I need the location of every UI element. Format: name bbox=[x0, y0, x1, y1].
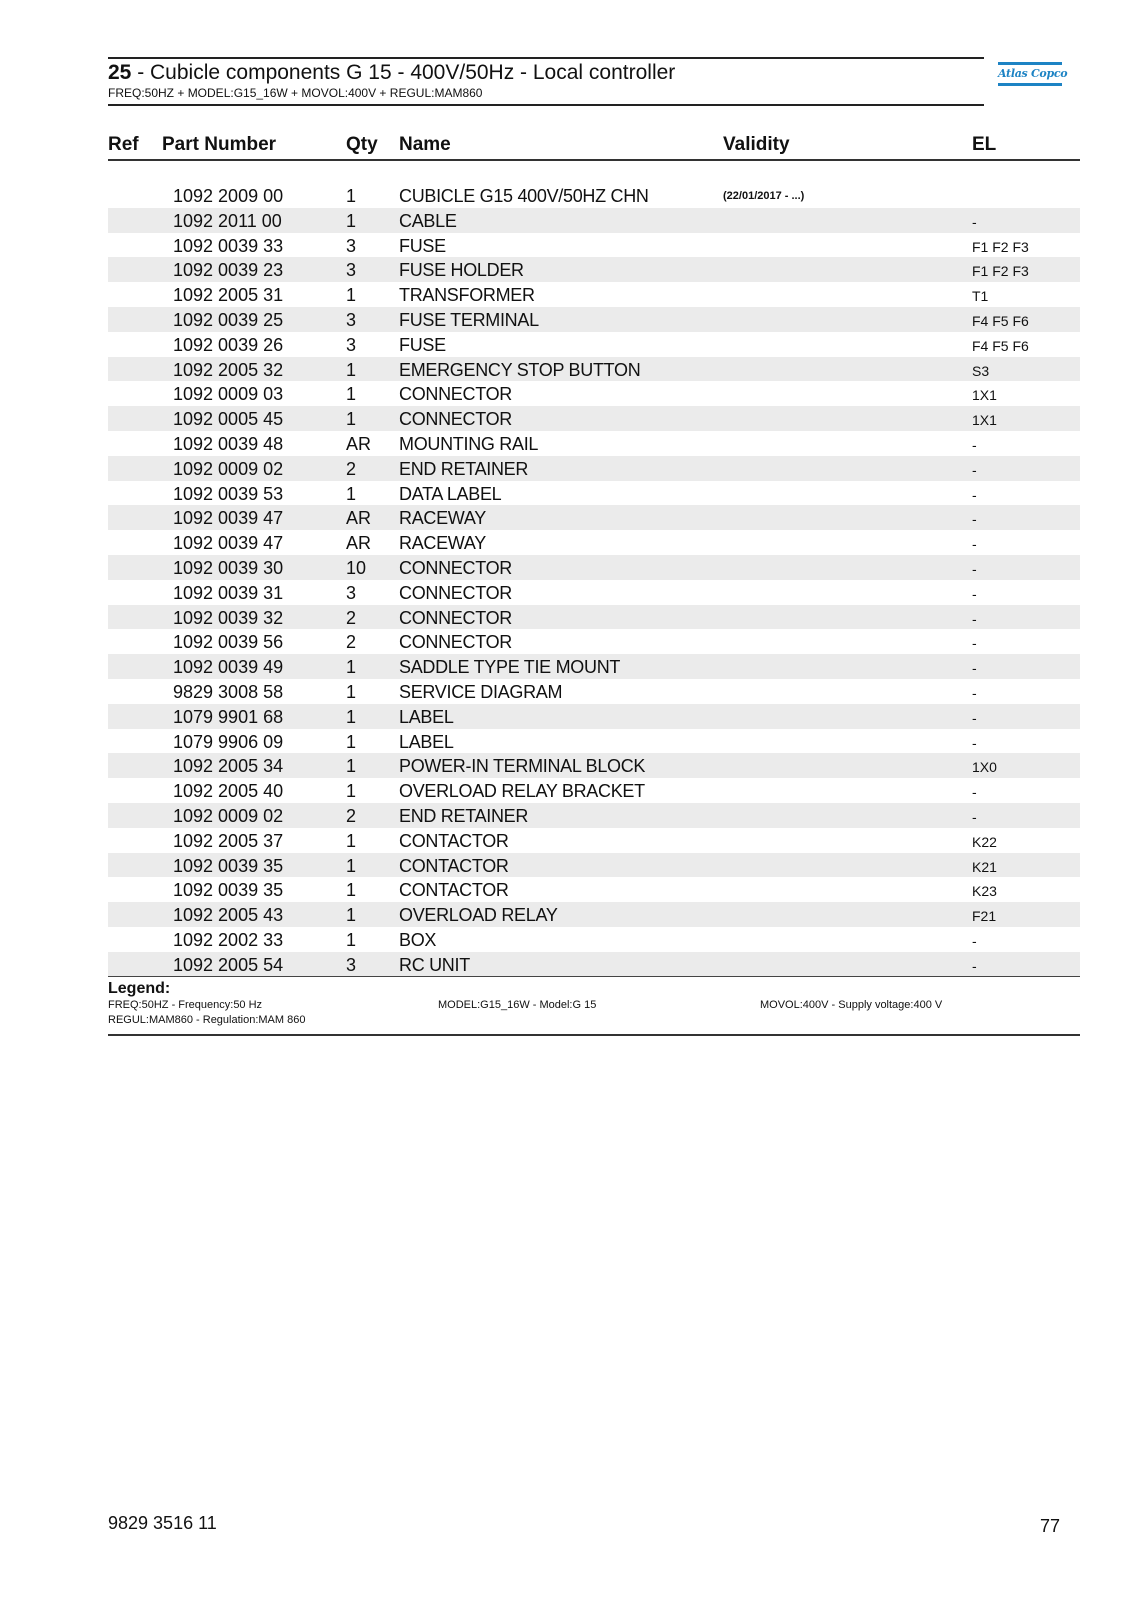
name-cell: EMERGENCY STOP BUTTON bbox=[399, 359, 641, 380]
el-cell: - bbox=[972, 957, 977, 974]
table-row bbox=[108, 729, 1080, 754]
qty-cell: 2 bbox=[346, 805, 357, 826]
validity-cell: (22/01/2017 - ...) bbox=[723, 190, 805, 202]
part-number-cell: 1092 0039 35 bbox=[173, 880, 284, 901]
table-row bbox=[108, 778, 1080, 803]
name-cell: CONNECTOR bbox=[399, 384, 512, 405]
el-cell: F21 bbox=[972, 908, 997, 925]
logo-top-bar bbox=[998, 62, 1062, 65]
part-number-cell: 1092 0039 33 bbox=[173, 235, 284, 256]
qty-cell: 1 bbox=[346, 830, 357, 851]
part-number-cell: 1092 2009 00 bbox=[173, 186, 284, 206]
part-number-cell: 1092 0009 03 bbox=[173, 384, 284, 405]
legend-movol: MOVOL:400V - Supply voltage:400 V bbox=[760, 999, 943, 1011]
page-title bbox=[108, 61, 984, 85]
table-row bbox=[108, 580, 1080, 605]
table-row bbox=[108, 307, 1080, 332]
table-row bbox=[108, 456, 1080, 481]
qty-cell: 1 bbox=[346, 929, 357, 950]
el-cell: K22 bbox=[972, 833, 997, 850]
parts-table bbox=[108, 131, 1080, 977]
table-row bbox=[108, 555, 1080, 580]
el-cell: - bbox=[972, 436, 977, 453]
table-header bbox=[108, 131, 1080, 161]
name-cell: BOX bbox=[399, 929, 437, 950]
part-number-cell: 1092 0039 56 bbox=[173, 632, 284, 653]
el-cell: - bbox=[972, 684, 977, 701]
qty-cell: 2 bbox=[346, 607, 357, 628]
table-row bbox=[108, 877, 1080, 902]
el-cell: - bbox=[972, 932, 977, 949]
name-cell: TRANSFORMER bbox=[399, 285, 535, 306]
name-cell: CONNECTOR bbox=[399, 607, 512, 628]
table-row bbox=[108, 357, 1080, 382]
part-number-cell: 1092 0039 31 bbox=[173, 582, 284, 603]
legend-regul: REGUL:MAM860 - Regulation:MAM 860 bbox=[108, 1014, 306, 1026]
el-cell: F4 F5 F6 bbox=[972, 337, 1029, 354]
part-number-cell: 1092 2005 34 bbox=[173, 756, 284, 777]
part-number-cell: 1092 0005 45 bbox=[173, 409, 284, 430]
qty-cell: 3 bbox=[346, 235, 357, 256]
qty-cell: 1 bbox=[346, 657, 357, 678]
name-cell: LABEL bbox=[399, 706, 454, 727]
col-validity: Validity bbox=[723, 134, 790, 155]
logo-text: Atlas Copco bbox=[998, 67, 1068, 80]
legend-model: MODEL:G15_16W - Model:G 15 bbox=[438, 999, 597, 1011]
page-number: 77 bbox=[1040, 1516, 1061, 1536]
name-cell: DATA LABEL bbox=[399, 483, 502, 504]
table-row bbox=[108, 431, 1080, 456]
table-row bbox=[108, 679, 1080, 704]
qty-cell: 1 bbox=[346, 756, 357, 777]
table-row bbox=[108, 605, 1080, 630]
part-number-cell: 1092 0039 32 bbox=[173, 607, 284, 628]
document-number: 9829 3516 11 bbox=[108, 1513, 217, 1533]
table-row bbox=[108, 654, 1080, 679]
name-cell: RACEWAY bbox=[399, 533, 486, 554]
qty-cell: 1 bbox=[346, 359, 357, 380]
part-number-cell: 1092 0039 30 bbox=[173, 557, 284, 578]
name-cell: LABEL bbox=[399, 731, 454, 752]
part-number-cell: 1079 9901 68 bbox=[173, 706, 284, 727]
qty-cell: 1 bbox=[346, 681, 357, 702]
page-subtitle: FREQ:50HZ + MODEL:G15_16W + MOVOL:400V + REGUL:MAM860 bbox=[108, 86, 483, 100]
section-number: 25 bbox=[108, 61, 132, 84]
part-number-cell: 1092 0039 48 bbox=[173, 433, 284, 454]
el-cell: - bbox=[972, 585, 977, 602]
table-row bbox=[108, 902, 1080, 927]
header-top-rule bbox=[108, 57, 984, 59]
qty-cell: 1 bbox=[346, 706, 357, 727]
part-number-cell: 1092 2011 00 bbox=[173, 210, 282, 231]
el-cell: 1X0 bbox=[972, 759, 997, 776]
el-cell: - bbox=[972, 610, 977, 627]
el-cell: - bbox=[972, 784, 977, 801]
section-title: - Cubicle components G 15 - 400V/50Hz - Local controller bbox=[131, 61, 676, 84]
qty-cell: 10 bbox=[346, 557, 367, 578]
name-cell: FUSE TERMINAL bbox=[399, 309, 539, 330]
el-cell: F1 F2 F3 bbox=[972, 263, 1029, 280]
part-number-cell: 1092 0039 35 bbox=[173, 855, 284, 876]
el-cell: - bbox=[972, 213, 977, 230]
header-bottom-rule bbox=[108, 104, 984, 106]
part-number-cell: 1092 2002 33 bbox=[173, 929, 284, 950]
name-cell: CONNECTOR bbox=[399, 409, 512, 430]
part-number-cell: 1092 0039 47 bbox=[173, 533, 284, 554]
qty-cell: 1 bbox=[346, 731, 357, 752]
el-cell: S3 bbox=[972, 362, 990, 379]
name-cell: CONNECTOR bbox=[399, 557, 512, 578]
table-row bbox=[108, 629, 1080, 654]
col-part-number: Part Number bbox=[162, 134, 277, 155]
name-cell: FUSE HOLDER bbox=[399, 260, 524, 281]
table-row bbox=[108, 257, 1080, 282]
name-cell: END RETAINER bbox=[399, 805, 529, 826]
name-cell: SERVICE DIAGRAM bbox=[399, 681, 563, 702]
el-cell: K23 bbox=[972, 883, 997, 900]
part-number-cell: 1092 0039 25 bbox=[173, 309, 284, 330]
el-cell: T1 bbox=[972, 288, 989, 305]
name-cell: CONTACTOR bbox=[399, 855, 509, 876]
part-number-cell: 1092 0039 53 bbox=[173, 483, 284, 504]
table-row bbox=[108, 952, 1080, 977]
table-row bbox=[108, 853, 1080, 878]
el-cell: - bbox=[972, 560, 977, 577]
el-cell: F4 F5 F6 bbox=[972, 312, 1029, 329]
name-cell: POWER-IN TERMINAL BLOCK bbox=[399, 756, 646, 777]
col-ref: Ref bbox=[108, 134, 139, 155]
el-cell: - bbox=[972, 734, 977, 751]
el-cell: - bbox=[972, 486, 977, 503]
part-number-cell: 1092 2005 32 bbox=[173, 359, 284, 380]
col-name: Name bbox=[399, 134, 451, 155]
name-cell: CONNECTOR bbox=[399, 582, 512, 603]
table-row bbox=[108, 208, 1080, 233]
name-cell: CONTACTOR bbox=[399, 830, 509, 851]
qty-cell: 3 bbox=[346, 309, 357, 330]
table-row bbox=[108, 481, 1080, 506]
qty-cell: AR bbox=[346, 533, 372, 554]
table-row bbox=[108, 828, 1080, 853]
name-cell: OVERLOAD RELAY BRACKET bbox=[399, 781, 645, 802]
name-cell: END RETAINER bbox=[399, 458, 529, 479]
qty-cell: 3 bbox=[346, 954, 357, 975]
el-cell: 1X1 bbox=[972, 412, 997, 429]
name-cell: FUSE bbox=[399, 334, 446, 355]
el-cell: - bbox=[972, 808, 977, 825]
name-cell: SADDLE TYPE TIE MOUNT bbox=[399, 657, 621, 678]
legend bbox=[108, 976, 1080, 1036]
table-row bbox=[108, 406, 1080, 431]
el-cell: - bbox=[972, 709, 977, 726]
table-row bbox=[108, 505, 1080, 530]
qty-cell: 1 bbox=[346, 409, 357, 430]
name-cell: FUSE bbox=[399, 235, 446, 256]
table-row bbox=[108, 332, 1080, 357]
part-number-cell: 1092 0009 02 bbox=[173, 458, 284, 479]
part-number-cell: 1092 0009 02 bbox=[173, 805, 284, 826]
page-header bbox=[108, 57, 984, 106]
table-row bbox=[108, 704, 1080, 729]
qty-cell: 2 bbox=[346, 632, 357, 653]
el-cell: - bbox=[972, 461, 977, 478]
qty-cell: 1 bbox=[346, 905, 357, 926]
qty-cell: 3 bbox=[346, 260, 357, 281]
el-cell: - bbox=[972, 536, 977, 553]
table-row bbox=[108, 530, 1080, 555]
name-cell: CONTACTOR bbox=[399, 880, 509, 901]
name-cell: RC UNIT bbox=[399, 954, 470, 975]
qty-cell: 1 bbox=[346, 781, 357, 802]
part-number-cell: 1092 2005 31 bbox=[173, 285, 284, 306]
el-cell: - bbox=[972, 660, 977, 677]
part-number-cell: 1092 2005 54 bbox=[173, 954, 284, 975]
legend-freq: FREQ:50HZ - Frequency:50 Hz bbox=[108, 999, 263, 1011]
part-number-cell: 1092 0039 26 bbox=[173, 334, 284, 355]
qty-cell: AR bbox=[346, 508, 372, 529]
part-number-cell: 1092 2005 40 bbox=[173, 781, 284, 802]
table-body bbox=[108, 183, 1080, 977]
qty-cell: 1 bbox=[346, 880, 357, 901]
qty-cell: 1 bbox=[346, 384, 357, 405]
qty-cell: 3 bbox=[346, 334, 357, 355]
table-row bbox=[108, 282, 1080, 307]
legend-title: Legend: bbox=[108, 980, 171, 997]
qty-cell: 1 bbox=[346, 186, 357, 206]
name-cell: CABLE bbox=[399, 210, 457, 231]
table-row bbox=[108, 753, 1080, 778]
el-cell: F1 F2 F3 bbox=[972, 238, 1029, 255]
part-number-cell: 1092 0039 49 bbox=[173, 657, 284, 678]
table-row bbox=[108, 381, 1080, 406]
qty-cell: 1 bbox=[346, 483, 357, 504]
name-cell: OVERLOAD RELAY bbox=[399, 905, 558, 926]
qty-cell: 1 bbox=[346, 210, 357, 231]
name-cell: CUBICLE G15 400V/50HZ CHN bbox=[399, 186, 649, 206]
table-row bbox=[108, 927, 1080, 952]
col-el: EL bbox=[972, 134, 997, 155]
legend-line-1 bbox=[108, 999, 1080, 1014]
part-number-cell: 9829 3008 58 bbox=[173, 681, 284, 702]
col-qty: Qty bbox=[346, 134, 378, 155]
legend-bottom-rule bbox=[108, 1029, 1080, 1036]
el-cell: - bbox=[972, 635, 977, 652]
name-cell: MOUNTING RAIL bbox=[399, 433, 539, 454]
el-cell: K21 bbox=[972, 858, 997, 875]
part-number-cell: 1092 2005 43 bbox=[173, 905, 284, 926]
name-cell: RACEWAY bbox=[399, 508, 486, 529]
part-number-cell: 1092 2005 37 bbox=[173, 830, 284, 851]
part-number-cell: 1092 0039 47 bbox=[173, 508, 284, 529]
qty-cell: 3 bbox=[346, 582, 357, 603]
table-row bbox=[108, 233, 1080, 258]
part-number-cell: 1092 0039 23 bbox=[173, 260, 284, 281]
legend-line-2 bbox=[108, 1014, 1080, 1029]
el-cell: - bbox=[972, 511, 977, 528]
qty-cell: 1 bbox=[346, 285, 357, 306]
table-row bbox=[108, 183, 1080, 208]
qty-cell: AR bbox=[346, 433, 372, 454]
el-cell: 1X1 bbox=[972, 387, 997, 404]
part-number-cell: 1079 9906 09 bbox=[173, 731, 284, 752]
logo-bottom-bar bbox=[998, 83, 1062, 86]
atlas-copco-logo bbox=[998, 62, 1068, 94]
qty-cell: 2 bbox=[346, 458, 357, 479]
name-cell: CONNECTOR bbox=[399, 632, 512, 653]
table-row bbox=[108, 803, 1080, 828]
qty-cell: 1 bbox=[346, 855, 357, 876]
